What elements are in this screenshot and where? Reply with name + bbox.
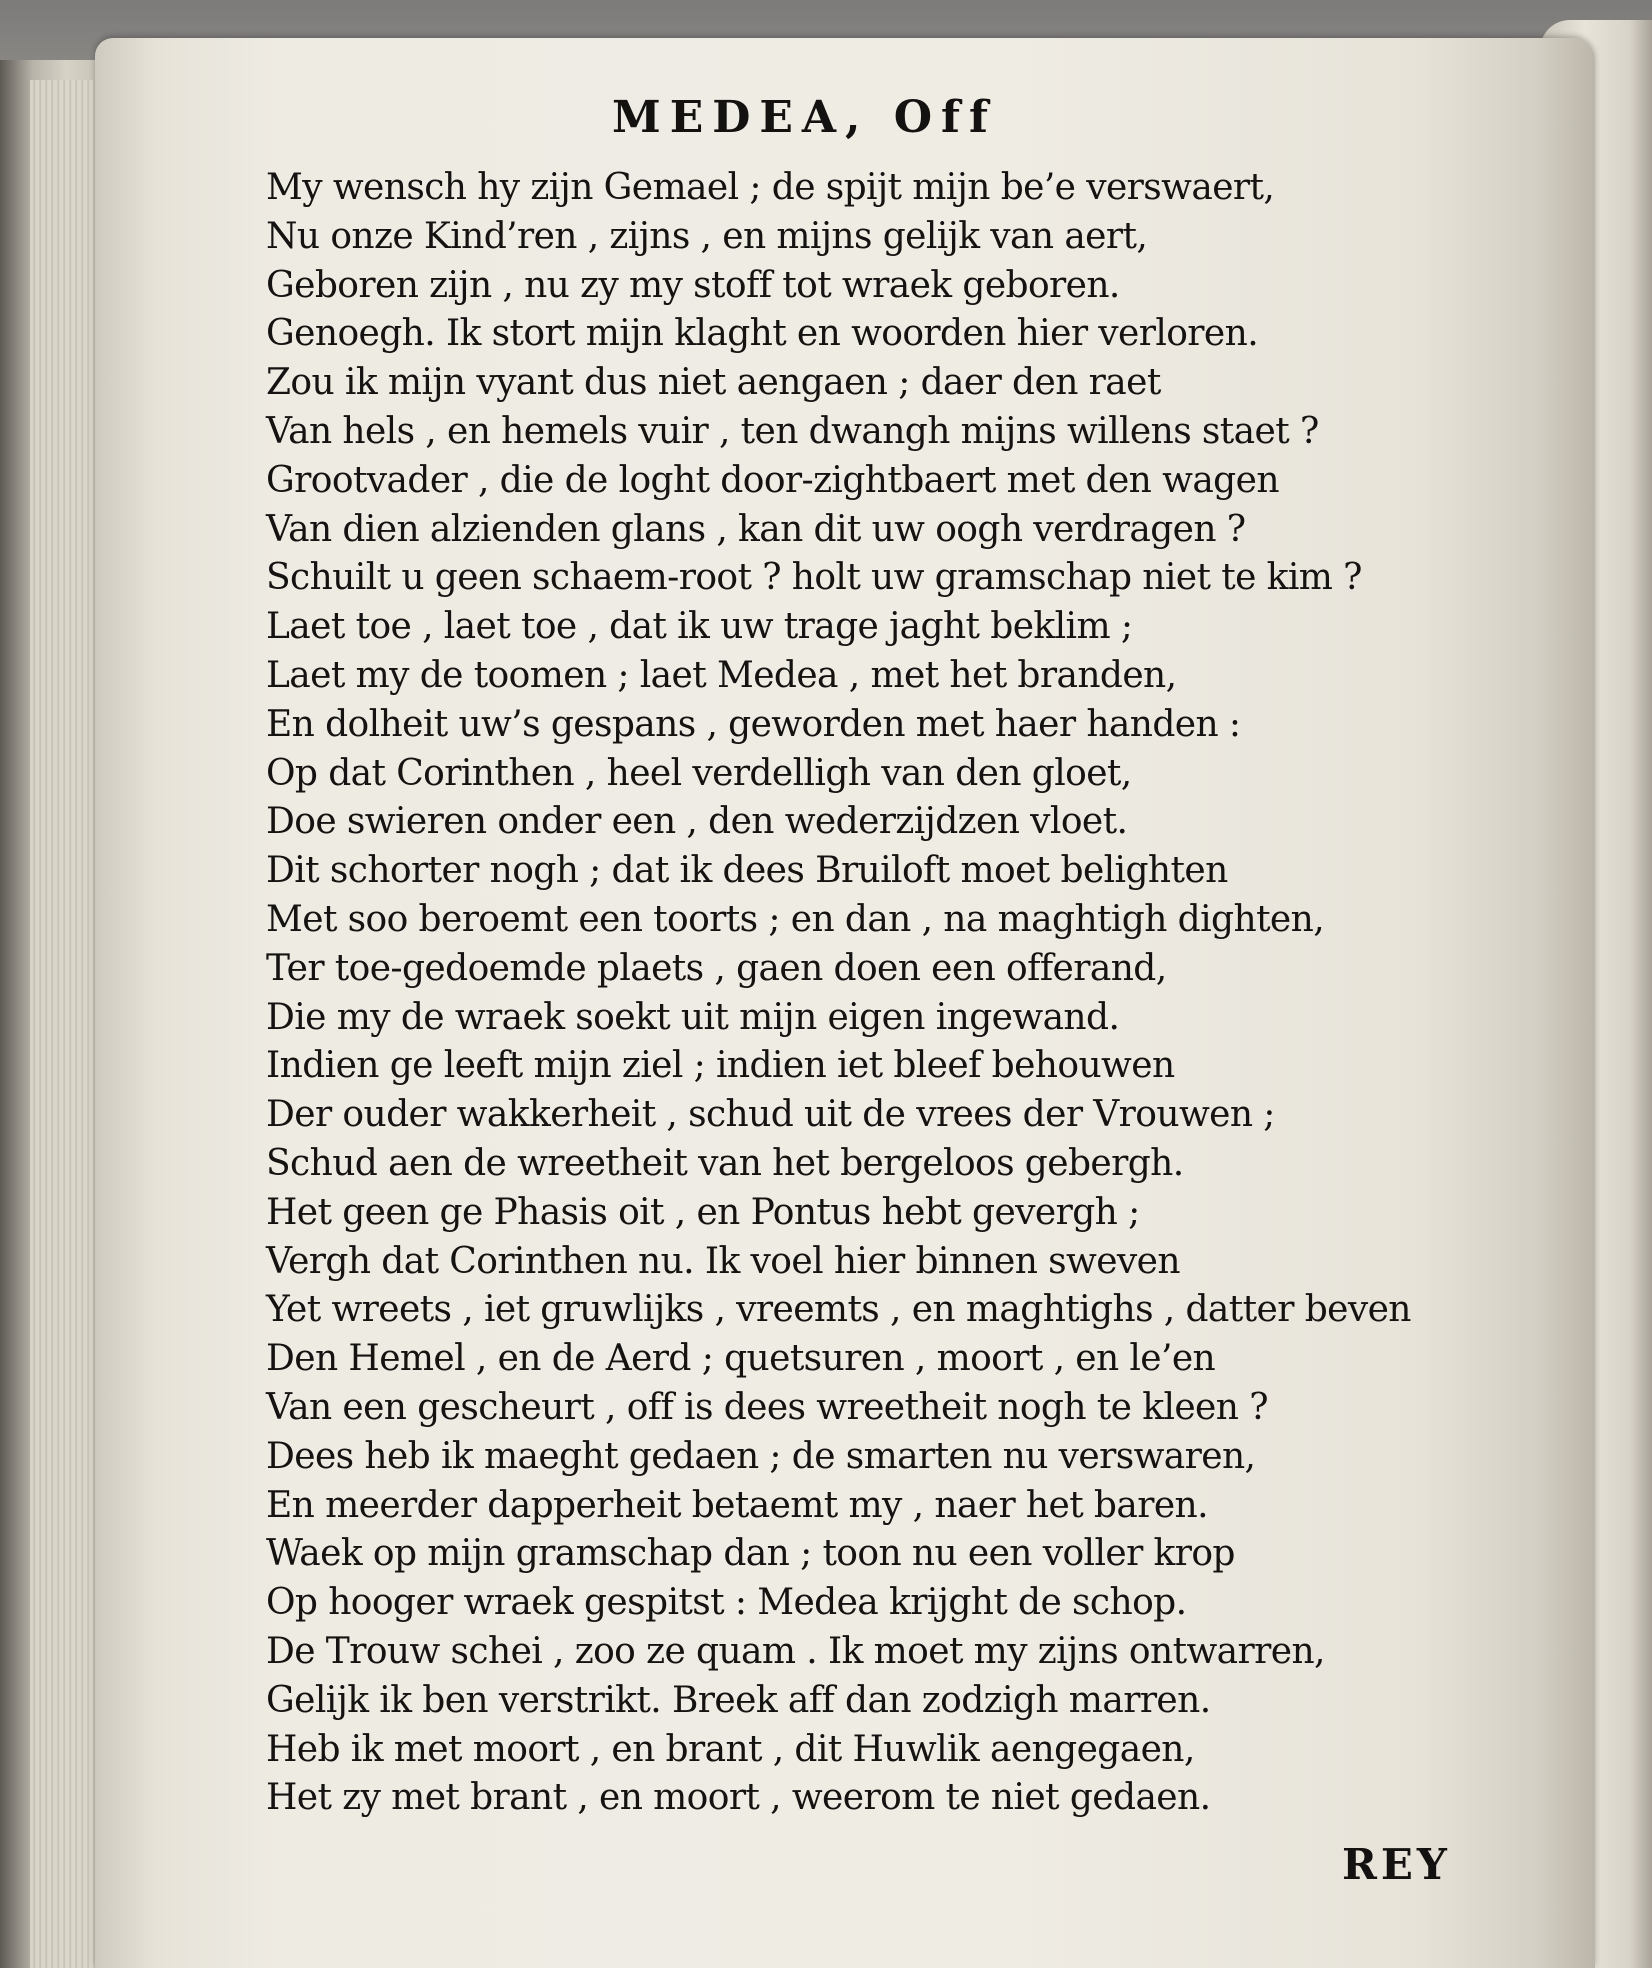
verse-line: De Trouw schei , zoo ze quam . Ik moet my zijns ontwarren, xyxy=(266,1630,1325,1672)
verse-line: En meerder dapperheit betaemt my , naer het baren. xyxy=(266,1484,1208,1526)
catchword: REY xyxy=(1342,1840,1451,1889)
verse-line: Het geen ge Phasis oit , en Pontus hebt gevergh ; xyxy=(266,1191,1140,1233)
verse-line: Gelijk ik ben verstrikt. Breek aff dan zodzigh marren. xyxy=(266,1679,1211,1721)
verse-line: Die my de wraek soekt uit mijn eigen ingewand. xyxy=(266,996,1120,1038)
verse-line: En dolheit uw’s gespans , geworden met haer handen : xyxy=(266,703,1241,745)
verse-line: Indien ge leeft mijn ziel ; indien iet bleef behouwen xyxy=(266,1045,1175,1087)
verse-line: Nu onze Kind’ren , zijns , en mijns gelijk van aert, xyxy=(266,215,1148,257)
verse-line: Dees heb ik maeght gedaen ; de smarten nu verswaren, xyxy=(266,1435,1256,1477)
verse-line: Den Hemel , en de Aerd ; quetsuren , moort , en le’en xyxy=(266,1338,1216,1380)
verse-line: Vergh dat Corinthen nu. Ik voel hier binnen sweven xyxy=(266,1240,1180,1282)
verse-line: Genoegh. Ik stort mijn klaght en woorden hier verloren. xyxy=(266,313,1259,355)
verse-line: Laet toe , laet toe , dat ik uw trage jaght beklim ; xyxy=(266,606,1133,648)
verse-line: Laet my de toomen ; laet Medea , met het branden, xyxy=(266,654,1177,696)
verse-line: Ter toe-gedoemde plaets , gaen doen een offerand, xyxy=(266,947,1167,989)
verse-line: Der ouder wakkerheit , schud uit de vrees der Vrouwen ; xyxy=(266,1094,1275,1136)
verse-line: Het zy met brant , en moort , weerom te niet gedaen. xyxy=(266,1777,1211,1819)
verse-line: Van dien alzienden glans , kan dit uw oogh verdragen ? xyxy=(266,508,1246,550)
verse-line: Heb ik met moort , en brant , dit Huwlik aengegaen, xyxy=(266,1728,1195,1770)
page-stack-edges xyxy=(30,80,105,1968)
verse-line: Met soo beroemt een toorts ; en dan , na maghtigh dighten, xyxy=(266,898,1325,940)
verse-line: Geboren zijn , nu zy my stoff tot wraek geboren. xyxy=(266,264,1120,306)
verse-text xyxy=(266,164,1466,1823)
verse-line: Op dat Corinthen , heel verdelligh van den gloet, xyxy=(266,752,1132,794)
verse-line: Op hooger wraek gespitst : Medea krijght de schop. xyxy=(266,1582,1187,1624)
verse-line: Schud aen de wreetheit van het bergeloos gebergh. xyxy=(266,1142,1184,1184)
verse-line: Van een gescheurt , off is dees wreetheit nogh te kleen ? xyxy=(266,1386,1268,1428)
verse-line: Schuilt u geen schaem-root ? holt uw gramschap niet te kim ? xyxy=(266,557,1362,599)
verse-line: Dit schorter nogh ; dat ik dees Bruiloft moet belighten xyxy=(266,850,1228,892)
verse-line: Waek op mijn gramschap dan ; toon nu een voller krop xyxy=(266,1533,1235,1575)
verse-line: Grootvader , die de loght door-zightbaert met den wagen xyxy=(266,459,1279,501)
verse-line: Zou ik mijn vyant dus niet aengaen ; daer den raet xyxy=(266,362,1161,404)
verse-line: Yet wreets , iet gruwlijks , vreemts , en maghtighs , datter beven xyxy=(266,1289,1411,1331)
verse-line: Doe swieren onder een , den wederzijdzen vloet. xyxy=(266,801,1128,843)
verse-line: Van hels , en hemels vuir , ten dwangh mijns willens staet ? xyxy=(266,410,1319,452)
verse-line: My wensch hy zijn Gemael ; de spijt mijn be’e verswaert, xyxy=(266,167,1275,208)
running-title: MEDEA, Off xyxy=(612,92,997,143)
